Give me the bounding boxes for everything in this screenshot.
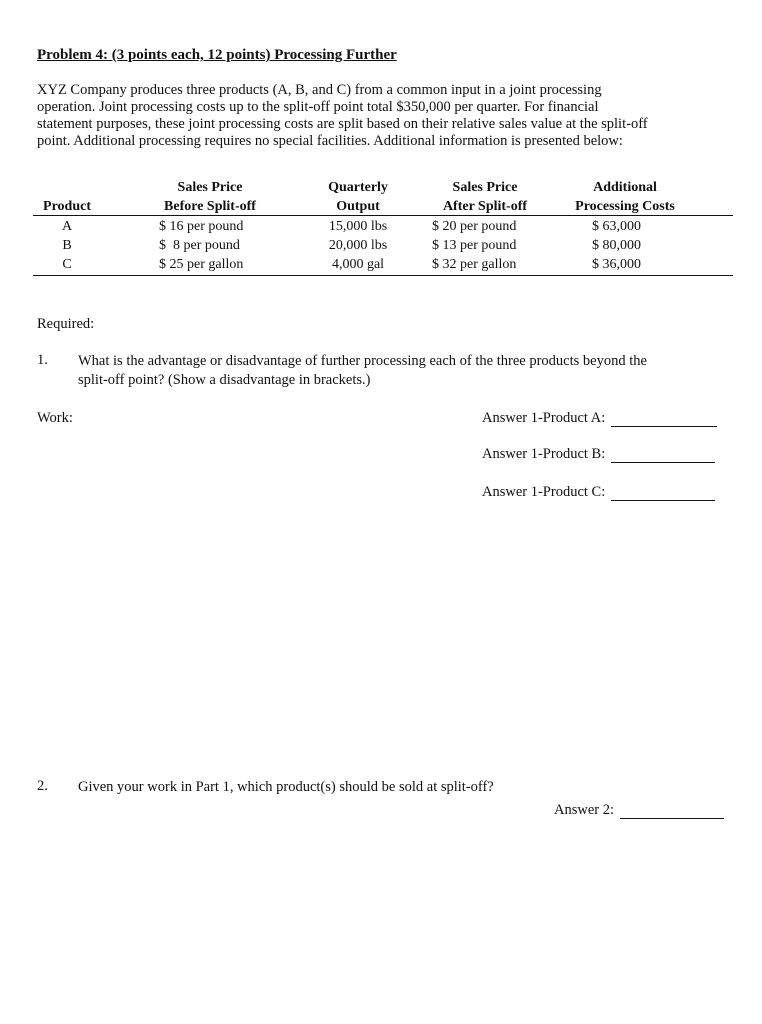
answer-1c-label: Answer 1-Product C:	[482, 484, 606, 500]
question-2-number: 2.	[37, 778, 48, 794]
cell-costs: $ 80,000	[592, 238, 641, 253]
header-quarterly-output	[308, 178, 408, 216]
question-1-number: 1.	[37, 352, 48, 368]
header-processing-costs-line1: Additional	[593, 180, 657, 195]
cell-sales-before: $ 25 per gallon	[159, 257, 244, 272]
header-processing-costs	[560, 178, 690, 216]
answer-1b-label: Answer 1-Product B:	[482, 446, 606, 462]
cell-sales-after: $ 13 per pound	[432, 238, 517, 253]
cell-output: 20,000 lbs	[328, 238, 388, 253]
problem-title: Problem 4: (3 points each, 12 points) Processing Further	[37, 47, 397, 63]
cell-product: B	[62, 238, 72, 253]
intro-paragraph	[37, 82, 737, 150]
answer-1b-blank[interactable]	[611, 448, 715, 463]
cell-sales-before: $ 8 per pound	[159, 238, 240, 253]
answer-2-blank[interactable]	[620, 804, 724, 819]
answer-1a-blank[interactable]	[611, 412, 717, 427]
question-2-text: Given your work in Part 1, which product(s) should be sold at split-off?	[78, 779, 494, 795]
table-bottom-rule	[33, 275, 733, 276]
table-header-rule	[33, 215, 733, 216]
intro-line: point. Additional processing requires no special facilities. Additional information is presented below:	[37, 133, 623, 149]
answer-1a-label: Answer 1-Product A:	[482, 410, 606, 426]
answer-1c-blank[interactable]	[611, 486, 715, 501]
answer-1a	[482, 410, 717, 427]
cell-sales-before: $ 16 per pound	[159, 219, 244, 234]
cell-sales-after: $ 20 per pound	[432, 219, 517, 234]
intro-line: XYZ Company produces three products (A, B, and C) from a common input in a joint processing	[37, 82, 602, 98]
cell-costs: $ 63,000	[592, 219, 641, 234]
cell-product: A	[61, 219, 73, 234]
answer-2	[554, 802, 724, 819]
work-label: Work:	[37, 410, 73, 426]
required-label: Required:	[37, 316, 95, 332]
header-product-line: Product	[43, 199, 91, 214]
header-quarterly-output-line2: Output	[336, 199, 380, 214]
cell-product: C	[62, 257, 72, 272]
header-sales-after-line2: After Split-off	[442, 199, 528, 214]
answer-1b	[482, 446, 715, 463]
intro-line: statement purposes, these joint processing costs are split based on their relative sales value at the split-off	[37, 116, 648, 132]
cell-costs: $ 36,000	[592, 257, 641, 272]
question-1-line: split-off point? (Show a disadvantage in brackets.)	[78, 372, 371, 388]
header-sales-before-line1: Sales Price	[177, 180, 243, 195]
header-sales-before-line2: Before Split-off	[164, 199, 256, 214]
answer-2-label: Answer 2:	[554, 802, 615, 818]
header-sales-before	[140, 178, 280, 216]
header-quarterly-output-line1: Quarterly	[328, 180, 388, 195]
cell-sales-after: $ 32 per gallon	[432, 257, 517, 272]
header-sales-after	[425, 178, 545, 216]
header-processing-costs-line2: Processing Costs	[575, 199, 675, 214]
question-1-text	[78, 352, 647, 390]
header-product	[36, 197, 98, 216]
question-1-line: What is the advantage or disadvantage of further processing each of the three products beyond the	[78, 353, 647, 369]
header-sales-after-line1: Sales Price	[452, 180, 518, 195]
answer-1c	[482, 484, 715, 501]
cell-output: 4,000 gal	[331, 257, 385, 272]
cell-output: 15,000 lbs	[328, 219, 388, 234]
intro-line: operation. Joint processing costs up to the split-off point total $350,000 per quarter. For financial	[37, 99, 599, 115]
